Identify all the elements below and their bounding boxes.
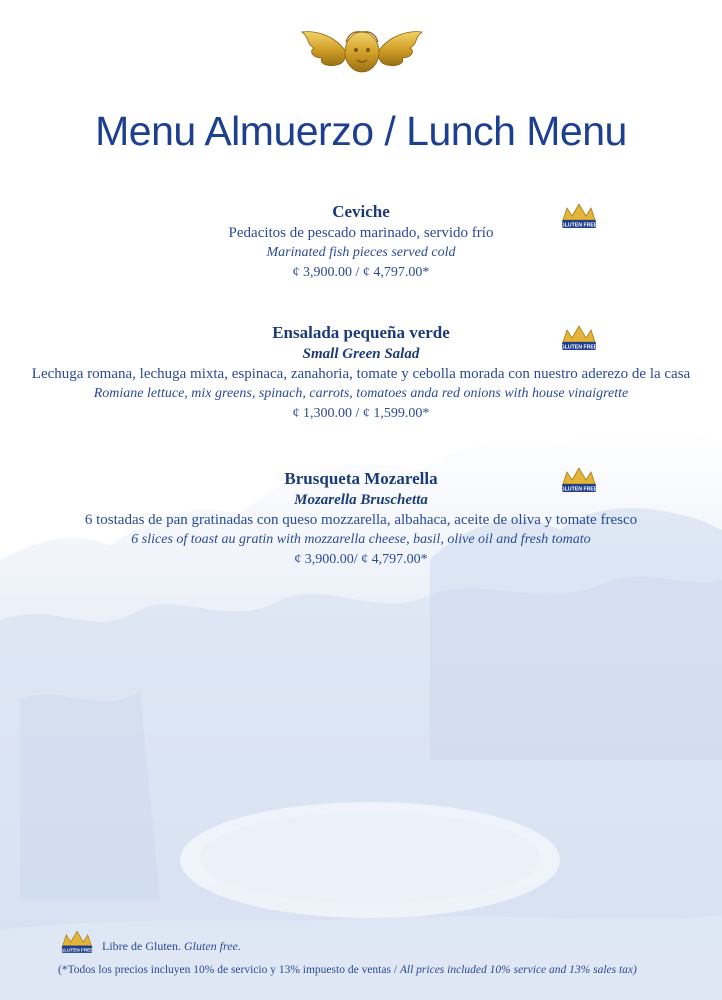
item-name: Ceviche bbox=[332, 202, 390, 221]
gluten-free-legend bbox=[102, 939, 241, 954]
gluten-free-icon bbox=[560, 324, 598, 354]
item-name: Brusqueta Mozarella bbox=[284, 469, 438, 488]
page-title: Menu Almuerzo / Lunch Menu bbox=[95, 108, 627, 154]
item-price: ¢ 1,300.00 / ¢ 1,599.00* bbox=[292, 406, 430, 421]
item-name-en: Mozarella Bruschetta bbox=[294, 492, 428, 508]
svg-text:GLUTEN FREE: GLUTEN FREE bbox=[560, 344, 598, 351]
gluten-free-icon bbox=[560, 202, 598, 232]
item-name: Ensalada pequeña verde bbox=[272, 323, 450, 342]
item-price: ¢ 3,900.00/ ¢ 4,797.00* bbox=[294, 552, 428, 567]
item-description: 6 tostadas de pan gratinadas con queso mozzarella, albahaca, aceite de oliva y tomate fresco bbox=[84, 512, 638, 528]
gluten-free-legend-icon bbox=[60, 928, 94, 958]
svg-text:GLUTEN FREE: GLUTEN FREE bbox=[560, 222, 598, 229]
item-price: ¢ 3,900.00 / ¢ 4,797.00* bbox=[292, 265, 430, 280]
cherub-logo bbox=[300, 26, 424, 82]
item-description: Lechuga romana, lechuga mixta, espinaca, zanahoria, tomate y cebolla morada con nuestro aderezo de la casa bbox=[31, 366, 691, 382]
legend-en: Gluten free. bbox=[183, 939, 241, 953]
menu-item-ensalada bbox=[0, 322, 722, 424]
menu-item-brusqueta bbox=[0, 468, 722, 570]
tax-note-es: (*Todos los precios incluyen 10% de servicio y 13% impuesto de ventas / bbox=[58, 964, 398, 976]
gluten-free-icon bbox=[560, 466, 598, 496]
menu-item-ceviche bbox=[0, 201, 722, 283]
svg-text:GLUTEN FREE: GLUTEN FREE bbox=[560, 486, 598, 493]
item-name-en: Small Green Salad bbox=[302, 346, 420, 362]
tax-note-en: All prices included 10% service and 13% sales tax) bbox=[399, 964, 637, 976]
tax-note bbox=[58, 964, 637, 976]
item-description-en: Marinated fish pieces served cold bbox=[266, 245, 456, 260]
legend-es: Libre de Gluten. bbox=[102, 939, 181, 953]
item-description-en: 6 slices of toast au gratin with mozzarella cheese, basil, olive oil and fresh tomato bbox=[131, 532, 591, 547]
item-description: Pedacitos de pescado marinado, servido frío bbox=[228, 225, 494, 241]
svg-text:GLUTEN FREE: GLUTEN FREE bbox=[60, 947, 94, 953]
item-description-en: Romiane lettuce, mix greens, spinach, carrots, tomatoes anda red onions with house vinaigrette bbox=[93, 386, 629, 401]
